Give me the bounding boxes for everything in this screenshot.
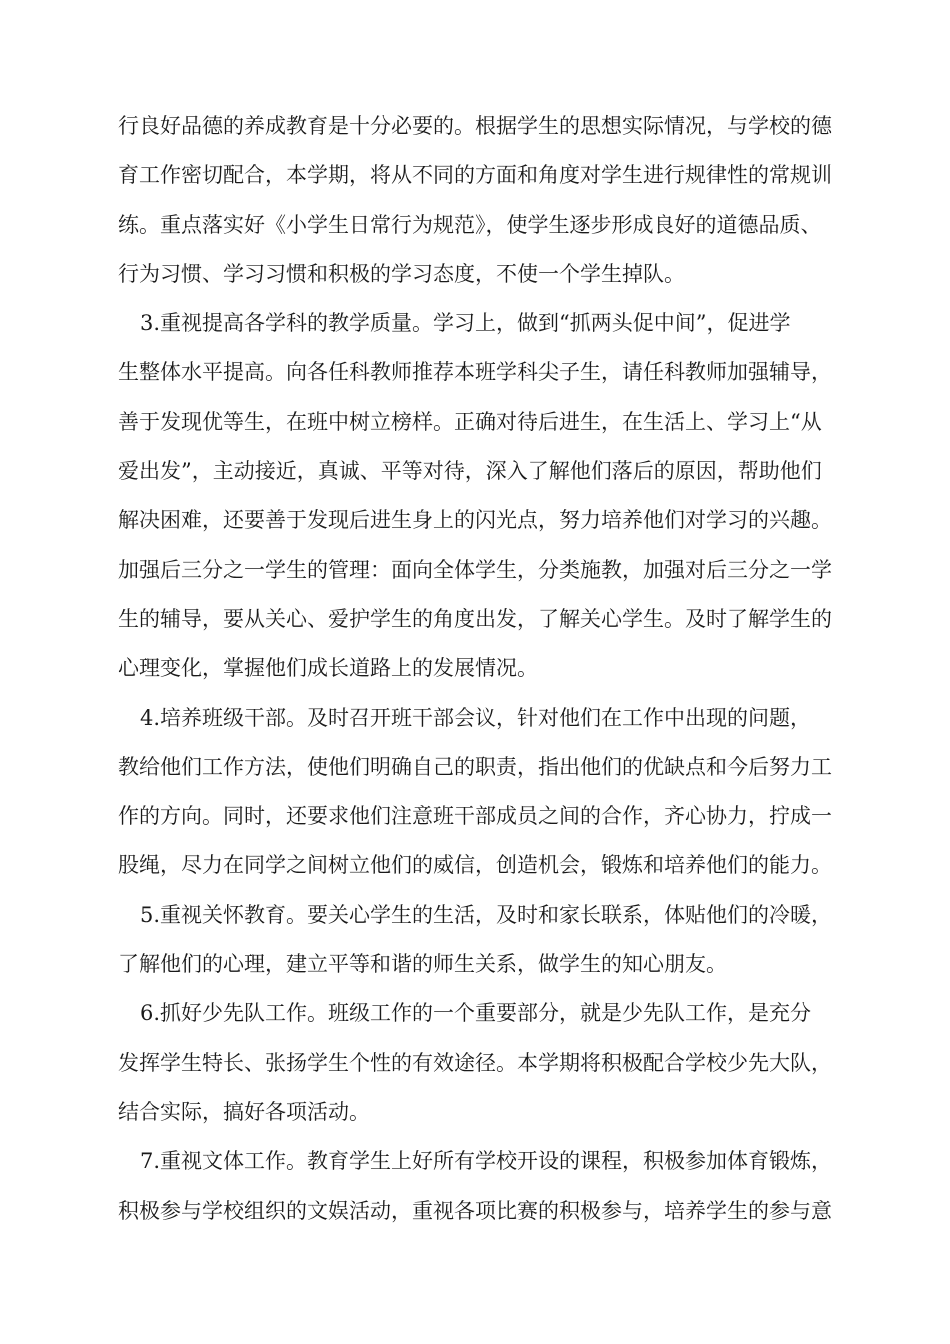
text-line: 生的辅导，要从关心、爱护学生的角度出发，了解关心学生。及时了解学生的 — [118, 606, 832, 631]
text-line: 结合实际，搞好各项活动。 — [118, 1099, 370, 1124]
text-line: 积极参与学校组织的文娱活动，重视各项比赛的积极参与，培养学生的参与意 — [118, 1198, 832, 1223]
text-line: 5.重视关怀教育。要关心学生的生活，及时和家长联系，体贴他们的冷暖， — [140, 902, 833, 927]
text-line: 善于发现优等生，在班中树立榜样。正确对待后进生，在生活上、学习上“从 — [118, 409, 822, 434]
text-line: 教给他们工作方法，使他们明确自己的职责，指出他们的优缺点和今后努力工 — [118, 754, 832, 779]
text-line: 发挥学生特长、张扬学生个性的有效途径。本学期将积极配合学校少先大队， — [118, 1050, 832, 1075]
text-line: 股绳，尽力在同学之间树立他们的威信，创造机会，锻炼和培养他们的能力。 — [118, 853, 832, 878]
text-line: 解决困难，还要善于发现后进生身上的闪光点，努力培养他们对学习的兴趣。 — [118, 508, 832, 533]
text-line: 生整体水平提高。向各任科教师推荐本班学科尖子生，请任科教师加强辅导， — [118, 360, 832, 385]
text-line: 6.抓好少先队工作。班级工作的一个重要部分，就是少先队工作，是充分 — [140, 1001, 812, 1026]
text-line: 心理变化，掌握他们成长道路上的发展情况。 — [118, 656, 538, 681]
text-line: 练。重点落实好《小学生日常行为规范》，使学生逐步形成良好的道德品质、 — [118, 212, 822, 237]
text-line: 了解他们的心理，建立平等和谐的师生关系，做学生的知心朋友。 — [118, 952, 727, 977]
text-line: 4.培养班级干部。及时召开班干部会议，针对他们在工作中出现的问题， — [140, 705, 812, 730]
text-line: 爱出发”，主动接近，真诚、平等对待，深入了解他们落后的原因，帮助他们 — [118, 459, 822, 484]
text-line: 7.重视文体工作。教育学生上好所有学校开设的课程，积极参加体育锻炼， — [140, 1149, 833, 1174]
text-line: 育工作密切配合，本学期，将从不同的方面和角度对学生进行规律性的常规训 — [118, 163, 832, 188]
text-line: 3.重视提高各学科的教学质量。学习上，做到“抓两头促中间”，促进学 — [140, 311, 791, 336]
text-line: 加强后三分之一学生的管理：面向全体学生，分类施教，加强对后三分之一学 — [118, 557, 832, 582]
text-line: 行良好品德的养成教育是十分必要的。根据学生的思想实际情况，与学校的德 — [118, 114, 832, 138]
document-body — [118, 102, 878, 1236]
text-line: 行为习惯、学习习惯和积极的学习态度，不使一个学生掉队。 — [118, 261, 685, 286]
text-line: 作的方向。同时，还要求他们注意班干部成员之间的合作，齐心协力，拧成一 — [118, 804, 832, 829]
